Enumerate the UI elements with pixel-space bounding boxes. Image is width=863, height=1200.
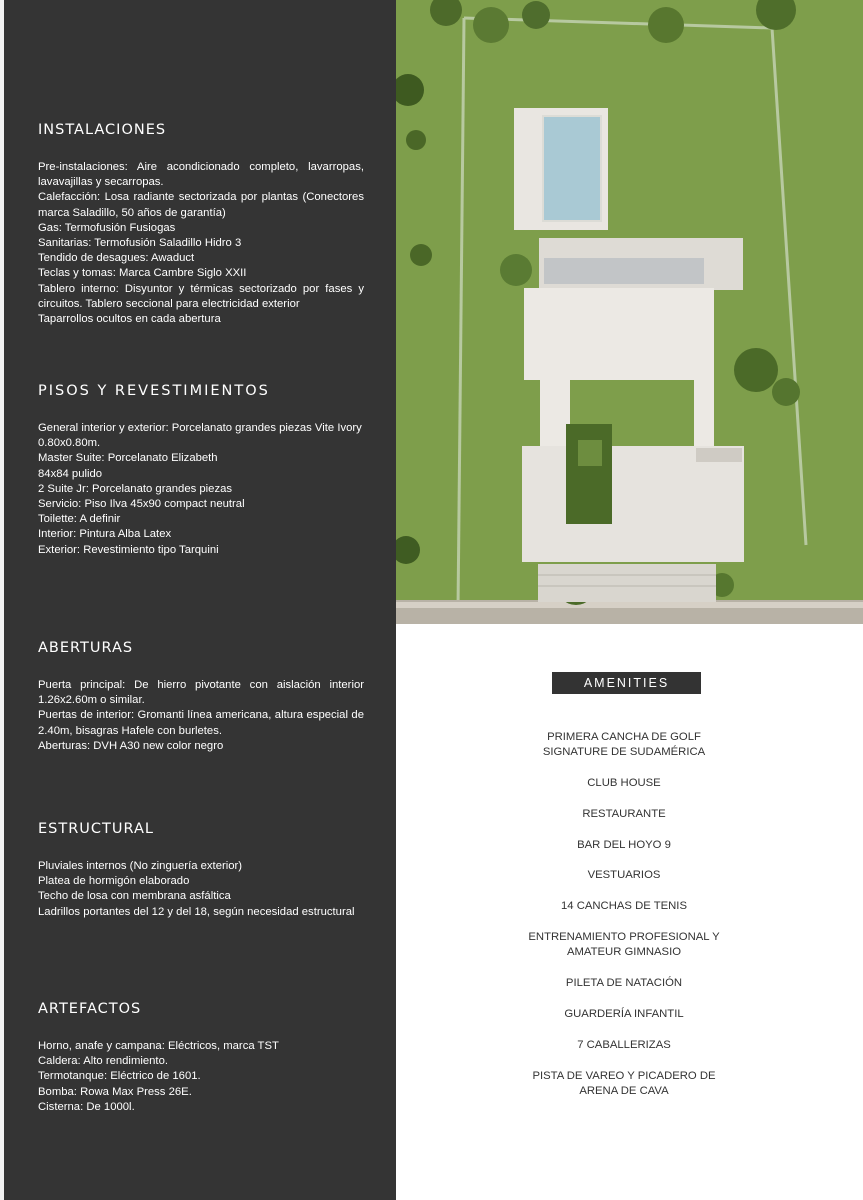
text-line: Platea de hormigón elaborado xyxy=(38,875,190,888)
list-item: CLUB HOUSE xyxy=(587,777,661,790)
aerial-render xyxy=(396,0,863,624)
text-line: Sanitarias: Termofusión Saladillo Hidro 3 xyxy=(38,237,242,250)
text-line: Exterior: Revestimiento tipo Tarquini xyxy=(38,543,219,556)
text-line: Master Suite: Porcelanato Elizabeth xyxy=(38,452,218,465)
section-title: ARTEFACTOS xyxy=(38,1001,142,1017)
list-item: ENTRENAMIENTO PROFESIONAL Y AMATEUR GIMNASIO xyxy=(528,931,720,959)
text-line: Caldera: Alto rendimiento. xyxy=(38,1055,168,1068)
text-line: Puertas de interior: Gromanti línea americana, altura especial de 2.40m, bisagras Hafele con burletes. xyxy=(38,709,364,737)
section-pisos xyxy=(38,383,364,558)
pool xyxy=(543,116,601,221)
amenities-panel xyxy=(396,624,863,1200)
section-title: ABERTURAS xyxy=(38,640,134,656)
list-item: PILETA DE NATACIÓN xyxy=(565,977,683,990)
list-item: 14 CANCHAS DE TENIS xyxy=(561,900,687,913)
section-body xyxy=(38,859,364,920)
text-line: General interior y exterior: Porcelanato grandes piezas Vite Ivory xyxy=(38,422,362,434)
section-instalaciones xyxy=(38,122,364,327)
list-item: BAR DEL HOYO 9 xyxy=(577,838,671,851)
section-artefactos xyxy=(38,1001,364,1115)
section-title: ESTRUCTURAL xyxy=(38,821,154,837)
text-line: Tablero interno: Disyuntor y térmicas sectorizado por fases y circuitos. Tablero seccional para electricidad exterior xyxy=(38,282,364,310)
list-item: 7 CABALLERIZAS xyxy=(577,1038,671,1051)
text-line: Techo de losa con membrana asfáltica xyxy=(38,890,231,903)
list-item: RESTAURANTE xyxy=(582,807,666,820)
text-line: Pluviales internos (No zinguería exterior) xyxy=(38,860,243,872)
section-aberturas xyxy=(38,640,364,754)
text-line: Bomba: Rowa Max Press 26E. xyxy=(38,1085,192,1098)
sidewalk xyxy=(396,602,863,608)
section-estructural xyxy=(38,821,364,920)
text-line: Interior: Pintura Alba Latex xyxy=(38,528,172,541)
text-line: Horno, anafe y campana: Eléctricos, marca TST xyxy=(38,1040,279,1052)
amenities-list xyxy=(521,730,727,1115)
section-title: INSTALACIONES xyxy=(38,122,167,138)
list-item: PISTA DE VAREO Y PICADERO DE ARENA DE CAVA xyxy=(532,1069,716,1097)
text-line: Toilette: A definir xyxy=(38,513,121,526)
text-line: Tendido de desagues: Awaduct xyxy=(38,252,195,265)
site-plan-image xyxy=(396,0,863,624)
courtyard xyxy=(566,424,612,524)
text-line: Gas: Termofusión Fusiogas xyxy=(38,221,176,234)
list-item: GUARDERÍA INFANTIL xyxy=(564,1007,684,1020)
list-item: PRIMERA CANCHA DE GOLF SIGNATURE DE SUDAMÉRICA xyxy=(542,731,706,759)
text-line: 2 Suite Jr: Porcelanato grandes piezas xyxy=(38,482,233,495)
page-edge xyxy=(0,0,4,1200)
specs-panel xyxy=(0,0,396,1200)
section-title: PISOS Y REVESTIMIENTOS xyxy=(38,383,270,399)
text-line: Taparrollos ocultos en cada abertura xyxy=(38,313,221,326)
section-body xyxy=(38,160,364,327)
text-line: Puerta principal: De hierro pivotante con aislación interior 1.26x2.60m o similar. xyxy=(38,679,364,707)
section-body xyxy=(38,421,364,558)
text-line: Servicio: Piso Ilva 45x90 compact neutral xyxy=(38,498,245,511)
text-line: Teclas y tomas: Marca Cambre Siglo XXII xyxy=(38,267,247,280)
amenities-title: AMENITIES xyxy=(552,672,701,694)
section-body xyxy=(38,678,364,754)
text-line: Calefacción: Losa radiante sectorizada por plantas (Conectores marca Saladillo, 50 años de garantía) xyxy=(38,191,364,219)
section-body xyxy=(38,1039,364,1115)
text-line: 0.80x0.80m. xyxy=(38,437,101,450)
text-line: Ladrillos portantes del 12 y del 18, según necesidad estructural xyxy=(38,905,355,918)
text-line: Cisterna: De 1000l. xyxy=(38,1100,135,1113)
text-line: Termotanque: Eléctrico de 1601. xyxy=(38,1070,201,1083)
text-line: 84x84 pulido xyxy=(38,467,103,480)
text-line: Aberturas: DVH A30 new color negro xyxy=(38,739,224,752)
list-item: VESTUARIOS xyxy=(587,869,661,882)
text-line: Pre-instalaciones: Aire acondicionado completo, lavarropas, lavavajillas y secarropas. xyxy=(38,161,364,189)
